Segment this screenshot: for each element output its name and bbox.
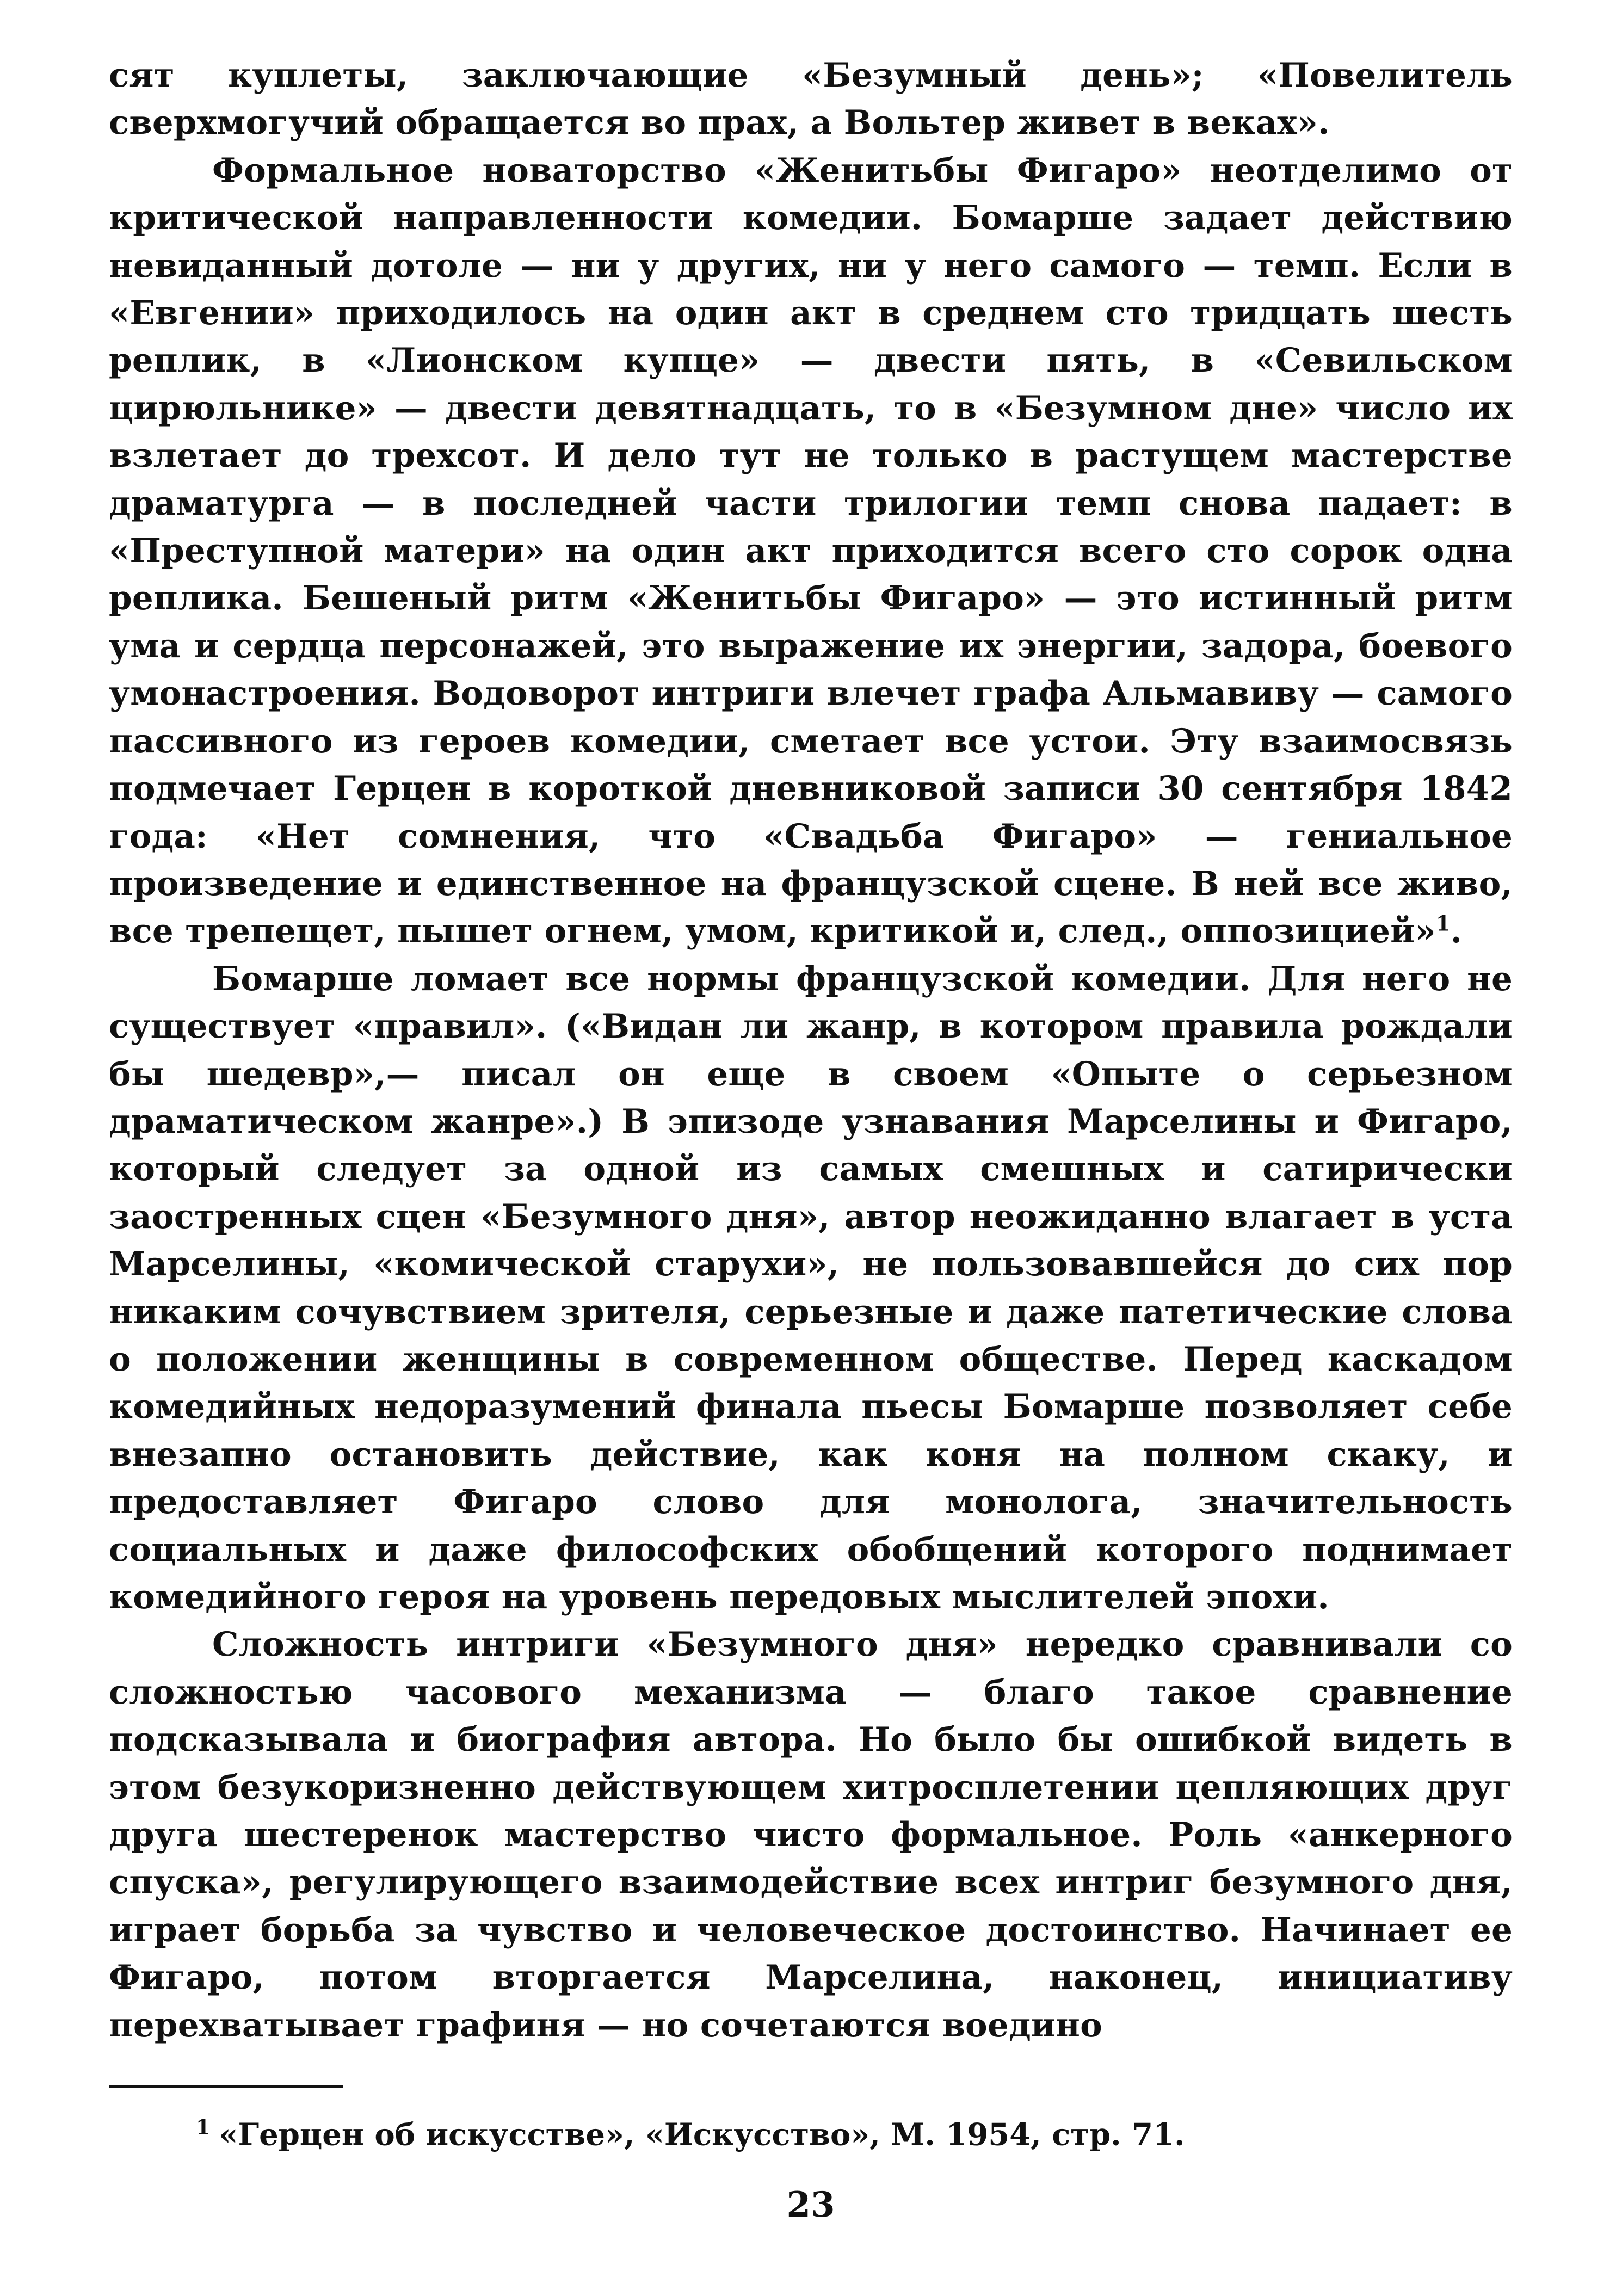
- footnote-reference[interactable]: 1: [1435, 911, 1451, 936]
- paragraph-1-text: сят куплеты, заключающие «Безумный день»; «Повелитель сверхмогучий обращается во прах, а Вольтер живет в веках».: [109, 56, 1513, 143]
- footnote-mark: 1: [196, 2115, 211, 2139]
- paragraph-1: [109, 52, 1513, 147]
- body-text: [109, 52, 1513, 2049]
- paragraph-2-end: .: [1450, 912, 1463, 951]
- footnote-text: «Герцен об искусстве», «Искусство», М. 1954, стр. 71.: [219, 2116, 1185, 2153]
- paragraph-2-text: Формальное новаторство «Женитьбы Фигаро» неотделимо от критической направленности комедии. Бомарше задает действию невиданный дотоле — ни у других, ни у него самого — темп. Если в «Евгении» приходилось на один акт в среднем сто тридцать шесть реплик, в «Лионском купце» — двести пять, в «Севильском цирюльнике» — двести девятнадцать, то в «Безумном дне» число их взлетает до трехсот. И дело тут не только в растущем мастерстве драматурга — в последней части трилогии темп снова падает: в «Преступной матери» на один акт приходится всего сто сорок одна реплика. Бешеный ритм «Женитьбы Фигаро» — это истинный ритм ума и сердца персонажей, это выражение их энергии, задора, боевого умонастроения. Водоворот интриги влечет графа Альмавиву — самого пассивного из героев комедии, сметает все устои. Эту взаимосвязь подмечает Герцен в короткой дневниковой записи 30 сентября 1842 года: «Нет сомнения, что «Свадьба Фигаро» — гениальное произведение и единственное на французской сцене. В ней все живо, все трепещет, пышет огнем, умом, критикой и, след., оппозицией»: [109, 151, 1513, 951]
- footnote-divider: [109, 2085, 343, 2088]
- page: [109, 52, 1513, 2261]
- paragraph-3: [109, 955, 1513, 1621]
- footnote: [196, 2106, 1185, 2157]
- paragraph-3-text: Бомарше ломает все нормы французской комедии. Для него не существует «правил». («Видан ли жанр, в котором правила рождали бы шедевр»,— писал он еще в своем «Опыте о серьезном драматическом жанре».) В эпизоде узнавания Марселины и Фигаро, который следует за одной из самых смешных и сатирически заостренных сцен «Безумного дня», автор неожиданно влагает в уста Марселины, «комической старухи», не пользовавшейся до сих пор никаким сочувствием зрителя, серьезные и даже патетические слова о положении женщины в современном обществе. Перед каскадом комедийных недоразумений финала пьесы Бомарше позволяет себе внезапно остановить действие, как коня на полном скаку, и предоставляет Фигаро слово для монолога, значительность социальных и даже философских обобщений которого поднимает комедийного героя на уровень передовых мыслителей эпохи.: [109, 959, 1513, 1616]
- page-number: 23: [786, 2184, 835, 2225]
- paragraph-2: [109, 147, 1513, 955]
- paragraph-4: [109, 1621, 1513, 2049]
- paragraph-4-text: Сложность интриги «Безумного дня» нередко сравнивали со сложностью часового механизма — благо такое сравнение подсказывала и биография автора. Но было бы ошибкой видеть в этом безукоризненно действующем хитросплетении цепляющих друг друга шестеренок мастерство чисто формальное. Роль «анкерного спуска», регулирующего взаимодействие всех интриг безумного дня, играет борьба за чувство и человеческое достоинство. Начинает ее Фигаро, потом вторгается Марселина, наконец, инициативу перехватывает графиня — но сочетаются воедино: [109, 1625, 1513, 2045]
